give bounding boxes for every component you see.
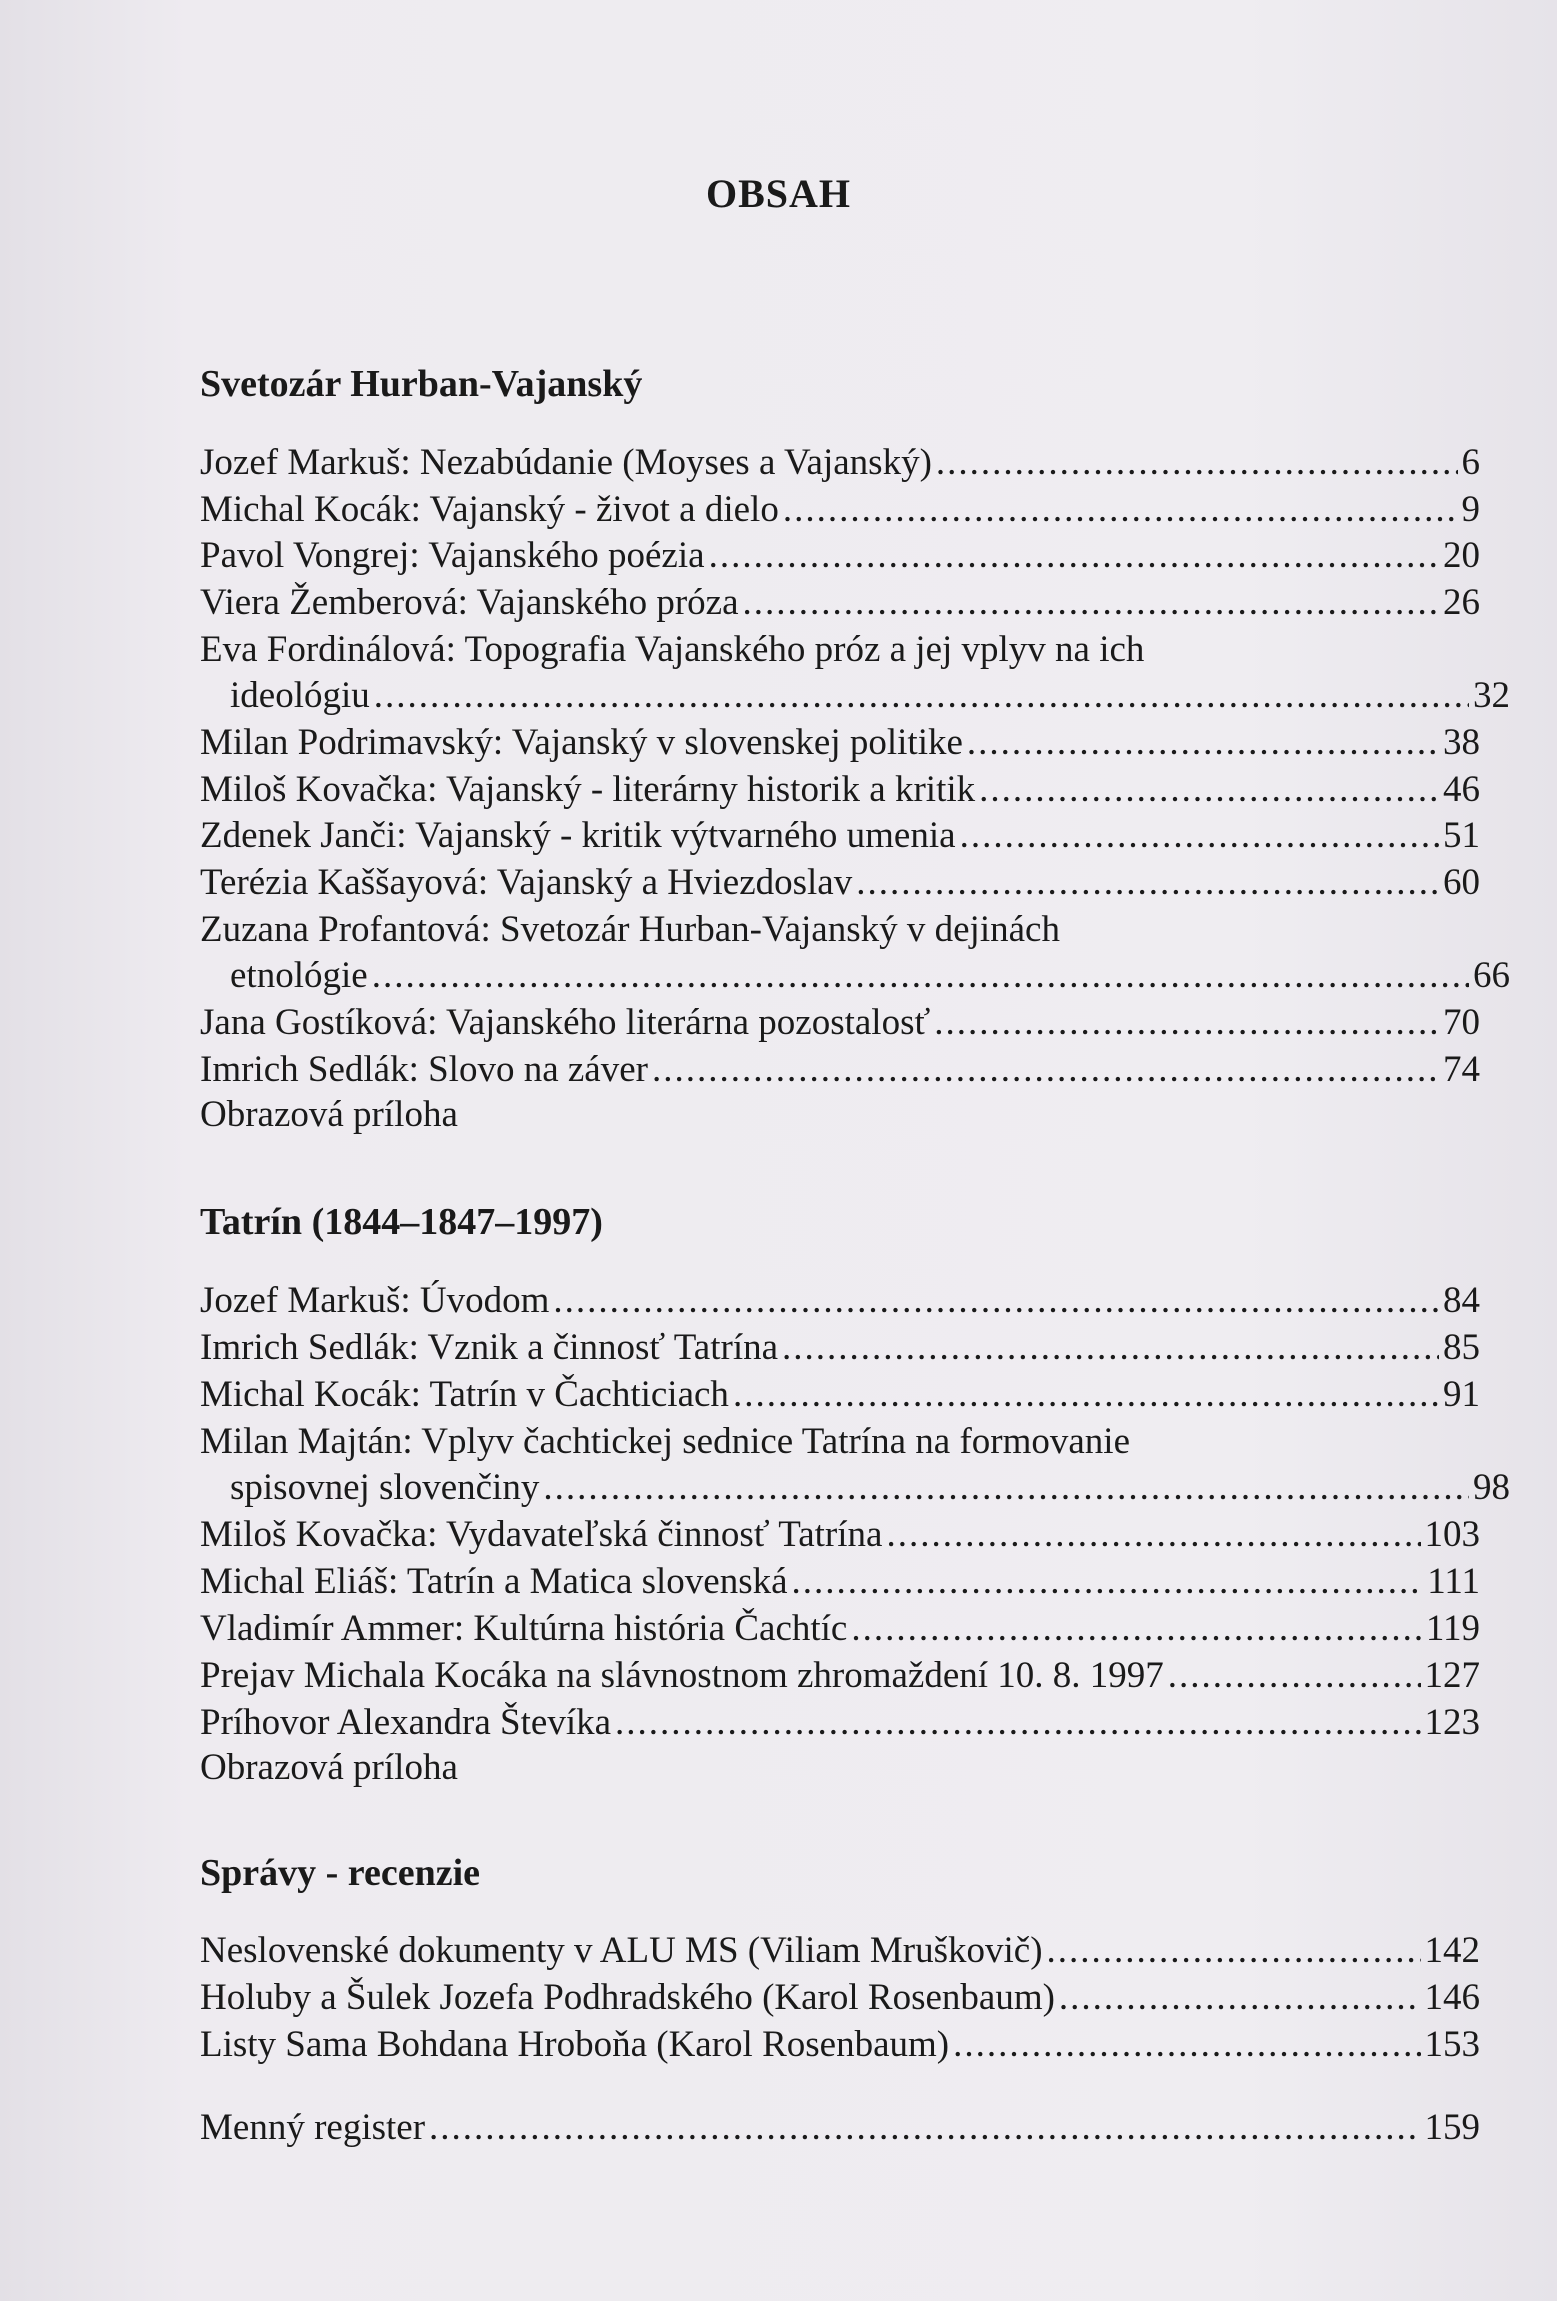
toc-page-number: 103	[1424, 1514, 1480, 1555]
dot-leader	[743, 580, 1439, 626]
toc-entry-row	[200, 1000, 1480, 1046]
section-heading: Správy - recenzie	[200, 1852, 480, 1894]
toc-entry-row	[200, 2022, 1480, 2068]
toc-entry-row	[200, 1606, 1480, 1652]
toc-entry-title: Vladimír Ammer: Kultúrna história Čachtíc	[200, 1608, 848, 1649]
toc-entry	[200, 1928, 1480, 1974]
section-heading: Svetozár Hurban-Vajanský	[200, 363, 643, 405]
toc-entry	[200, 533, 1480, 579]
toc-entry	[200, 907, 1510, 999]
dot-leader	[936, 440, 1458, 486]
toc-entry-row	[200, 487, 1480, 533]
toc-entry-row	[200, 580, 1480, 626]
toc-page-number: 142	[1424, 1930, 1480, 1971]
toc-entry-row	[200, 720, 1480, 766]
dot-leader	[1059, 1975, 1421, 2021]
toc-entry	[200, 1372, 1480, 1418]
toc-page-number: 46	[1443, 769, 1480, 810]
dot-leader	[1047, 1928, 1421, 1974]
section-heading: Tatrín (1844–1847–1997)	[200, 1201, 603, 1243]
toc-entry	[200, 1047, 1480, 1093]
toc-entry	[200, 813, 1480, 859]
toc-entry-title: Michal Kocák: Vajanský - život a dielo	[200, 489, 779, 530]
toc-page-number: 32	[1473, 675, 1510, 716]
toc-page-number: 74	[1443, 1049, 1480, 1090]
toc-entry-row	[200, 1653, 1480, 1699]
dot-leader	[733, 1372, 1439, 1418]
dot-leader	[374, 673, 1469, 719]
toc-entry-title: Listy Sama Bohdana Hroboňa (Karol Rosenbaum)	[200, 2024, 950, 2065]
dot-leader	[553, 1278, 1439, 1324]
dot-leader	[709, 533, 1439, 579]
toc-entry	[200, 1975, 1480, 2021]
toc-entry	[200, 1606, 1480, 1652]
toc-entry	[200, 1512, 1480, 1558]
name-index-entry	[200, 2105, 1480, 2151]
toc-page-number: 91	[1443, 1374, 1480, 1415]
toc-entry-title: Milan Majtán: Vplyv čachtickej sednice Tatrína na formovanie	[200, 1421, 1130, 1462]
toc-entry-title: Viera Žemberová: Vajanského próza	[200, 582, 739, 623]
toc-entry	[200, 1278, 1480, 1324]
toc-entry-title: Holuby a Šulek Jozefa Podhradského (Karol Rosenbaum)	[200, 1977, 1055, 2018]
toc-entry	[200, 1700, 1480, 1746]
toc-appendix-label: Obrazová príloha	[200, 1094, 458, 1135]
toc-entry-row	[200, 1372, 1480, 1418]
toc-entry-row	[200, 1325, 1480, 1371]
dot-leader	[429, 2105, 1420, 2151]
toc-entry-row	[200, 813, 1480, 859]
toc-entry	[200, 1000, 1480, 1046]
toc-entry-row	[200, 2105, 1480, 2151]
toc-page-number: 51	[1443, 815, 1480, 856]
toc-entry-row	[200, 1975, 1480, 2021]
dot-leader	[782, 1325, 1439, 1371]
toc-entry	[200, 720, 1480, 766]
toc-entry	[200, 627, 1510, 719]
toc-entry	[200, 487, 1480, 533]
toc-page-number: 153	[1424, 2024, 1480, 2065]
toc-entry-title-continued: etnológie	[230, 955, 368, 996]
toc-entry-title: Jozef Markuš: Úvodom	[200, 1280, 550, 1321]
toc-entry-row	[200, 533, 1480, 579]
toc-entry-title-continued: ideológiu	[230, 675, 370, 716]
dot-leader	[543, 1465, 1469, 1511]
toc-entry-title: Imrich Sedlák: Vznik a činnosť Tatrína	[200, 1327, 779, 1368]
dot-leader	[934, 1000, 1439, 1046]
dot-leader	[652, 1047, 1439, 1093]
toc-entry-row	[200, 1928, 1480, 1974]
toc-entry-row	[200, 767, 1480, 813]
toc-entry-row	[200, 1047, 1480, 1093]
toc-entry	[200, 1653, 1480, 1699]
dot-leader	[851, 1606, 1422, 1652]
toc-entry	[200, 1419, 1510, 1511]
toc-entry	[200, 1559, 1480, 1605]
toc-entry	[200, 1325, 1480, 1371]
toc-entry	[200, 767, 1480, 813]
toc-page-number: 146	[1424, 1977, 1480, 2018]
toc-page-number: 70	[1443, 1002, 1480, 1043]
toc-entry	[200, 2022, 1480, 2068]
toc-entry	[200, 440, 1480, 486]
toc-entry-title: Miloš Kovačka: Vajanský - literárny historik a kritik	[200, 769, 976, 810]
toc-page-number: 85	[1443, 1327, 1480, 1368]
dot-leader	[979, 767, 1439, 813]
toc-appendix-label: Obrazová príloha	[200, 1747, 458, 1788]
toc-page-number: 84	[1443, 1280, 1480, 1321]
toc-entry-continuation-row	[200, 673, 1510, 719]
toc-entry-title: Zuzana Profantová: Svetozár Hurban-Vajanský v dejinách	[200, 909, 1060, 950]
toc-entry-title: Milan Podrimavský: Vajanský v slovenskej politike	[200, 722, 963, 763]
toc-page-number: 123	[1424, 1702, 1480, 1743]
toc-page-number: 20	[1443, 535, 1480, 576]
toc-entry-title: Neslovenské dokumenty v ALU MS (Viliam Mruškovič)	[200, 1930, 1043, 1971]
toc-page-number: 6	[1461, 442, 1480, 483]
toc-entry-title: Pavol Vongrej: Vajanského poézia	[200, 535, 705, 576]
dot-leader	[783, 487, 1458, 533]
toc-entry-title: Terézia Kaššayová: Vajanský a Hviezdoslav	[200, 862, 853, 903]
toc-page-number: 119	[1425, 1608, 1480, 1649]
toc-entry-row	[200, 860, 1480, 906]
toc-entry-title: Jana Gostíková: Vajanského literárna pozostalosť	[200, 1002, 931, 1043]
toc-entry-row	[200, 440, 1480, 486]
page-title: OBSAH	[705, 171, 852, 216]
toc-page-number: 26	[1443, 582, 1480, 623]
toc-entry	[200, 580, 1480, 626]
toc-page-number: 127	[1424, 1655, 1480, 1696]
toc-page-number: 66	[1473, 955, 1510, 996]
toc-entry-title: Michal Eliáš: Tatrín a Matica slovenská	[200, 1561, 788, 1602]
dot-leader	[953, 2022, 1420, 2068]
dot-leader	[792, 1559, 1424, 1605]
dot-leader	[856, 860, 1439, 906]
dot-leader	[1168, 1653, 1421, 1699]
toc-page-number: 159	[1424, 2107, 1480, 2148]
toc-entry-title: Imrich Sedlák: Slovo na záver	[200, 1049, 648, 1090]
toc-page-number: 111	[1427, 1561, 1480, 1602]
dot-leader	[886, 1512, 1420, 1558]
toc-entry-row	[200, 1559, 1480, 1605]
toc-entry-title: Miloš Kovačka: Vydavateľská činnosť Tatrína	[200, 1514, 883, 1555]
toc-entry-title: Zdenek Janči: Vajanský - kritik výtvarného umenia	[200, 815, 956, 856]
toc-entry-continuation-row	[200, 953, 1510, 999]
toc-entry-title: Príhovor Alexandra Števíka	[200, 1702, 612, 1743]
toc-page-number: 98	[1473, 1467, 1510, 1508]
dot-leader	[960, 813, 1439, 859]
toc-entry-row	[200, 1512, 1480, 1558]
toc-entry-title: Michal Kocák: Tatrín v Čachticiach	[200, 1374, 729, 1415]
toc-entry-title: Prejav Michala Kocáka na slávnostnom zhromaždení 10. 8. 1997	[200, 1655, 1164, 1696]
dot-leader	[615, 1700, 1420, 1746]
toc-entry-row	[200, 1278, 1480, 1324]
toc-page-number: 60	[1443, 862, 1480, 903]
toc-entry-row	[200, 1700, 1480, 1746]
toc-entry-title: Jozef Markuš: Nezabúdanie (Moyses a Vajanský)	[200, 442, 932, 483]
dot-leader	[967, 720, 1439, 766]
toc-entry-title: Menný register	[200, 2107, 426, 2148]
toc-entry-continuation-row	[200, 1465, 1510, 1511]
dot-leader	[372, 953, 1469, 999]
toc-page-number: 9	[1461, 489, 1480, 530]
toc-entry-title: Eva Fordinálová: Topografia Vajanského próz a jej vplyv na ich	[200, 629, 1145, 670]
toc-page-number: 38	[1443, 722, 1480, 763]
toc-entry-title-continued: spisovnej slovenčiny	[230, 1467, 540, 1508]
toc-entry	[200, 860, 1480, 906]
